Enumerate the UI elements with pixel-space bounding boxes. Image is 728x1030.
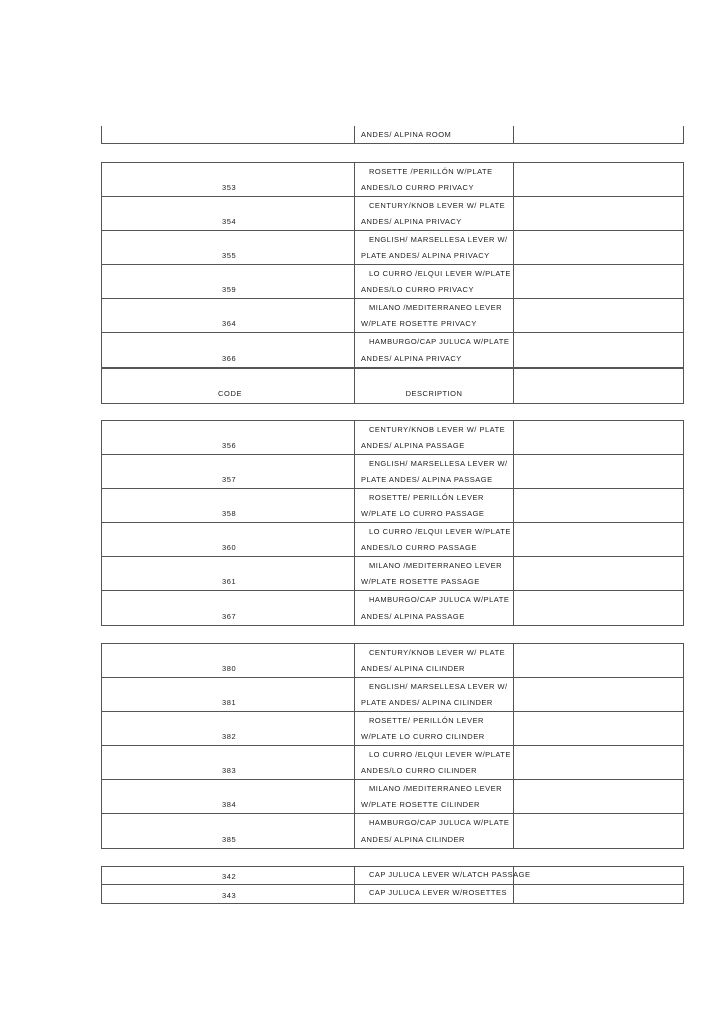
description-cell	[355, 885, 513, 903]
description-cell	[355, 644, 513, 677]
description-line-2: ANDES/ ALPINA PRIVACY	[361, 354, 462, 363]
product-code: 360	[222, 543, 237, 552]
empty-cell	[513, 746, 683, 779]
description-line-2: ANDES/ ALPINA PRIVACY	[361, 217, 462, 226]
table-row	[102, 746, 683, 780]
empty-cell	[513, 126, 683, 143]
description-cell	[355, 299, 513, 332]
description-cell	[355, 678, 513, 711]
empty-cell	[513, 489, 683, 522]
table-row	[102, 231, 683, 265]
code-cell	[102, 644, 355, 677]
table-row	[102, 197, 683, 231]
product-code: 380	[222, 664, 237, 673]
description-cell	[355, 265, 513, 298]
product-code: 382	[222, 732, 237, 741]
empty-cell	[513, 644, 683, 677]
code-cell	[102, 591, 355, 625]
product-code: 366	[222, 354, 237, 363]
description-cell	[355, 867, 531, 884]
description-line-1: CAP JULUCA LEVER W/ROSETTES	[369, 888, 507, 897]
description-line-2: W/PLATE ROSETTE CILINDER	[361, 800, 480, 809]
code-cell	[102, 557, 355, 590]
description-line-1: CAP JULUCA LEVER W/LATCH PASSAGE	[369, 870, 531, 879]
empty-cell	[513, 591, 683, 625]
empty-cell	[513, 265, 683, 298]
empty-cell	[513, 557, 683, 590]
description-line-1: ENGLISH/ MARSELLESA LEVER W/	[369, 235, 508, 244]
cilinder-table	[101, 643, 684, 849]
product-code: 381	[222, 698, 237, 707]
description-line-1: CENTURY/KNOB LEVER W/ PLATE	[369, 425, 506, 434]
table-row	[102, 780, 683, 814]
product-code: 359	[222, 285, 237, 294]
empty-cell	[513, 163, 683, 196]
description-line-2: PLATE ANDES/ ALPINA CILINDER	[361, 698, 493, 707]
code-cell	[102, 489, 355, 522]
table-row	[102, 644, 683, 678]
description-cell	[355, 489, 513, 522]
product-code: 385	[222, 835, 237, 844]
description-line-2: ANDES/LO CURRO PASSAGE	[361, 543, 477, 552]
description-line-1: ROSETTE /PERILLÓN W/PLATE	[369, 167, 493, 176]
table-row	[102, 867, 683, 885]
empty-cell	[513, 421, 683, 454]
description-line-1: LO CURRO /ELQUI LEVER W/PLATE	[369, 269, 511, 278]
product-code: 384	[222, 800, 237, 809]
product-code: 364	[222, 319, 237, 328]
description-line-2: ANDES/ ALPINA PASSAGE	[361, 441, 465, 450]
empty-cell	[513, 299, 683, 332]
description-cell	[355, 126, 513, 143]
description-line-2: W/PLATE LO CURRO PASSAGE	[361, 509, 485, 518]
description-header: DESCRIPTION	[405, 389, 463, 398]
product-code: 356	[222, 441, 237, 450]
description-text: ANDES/ ALPINA ROOM	[361, 130, 452, 139]
description-line-1: MILANO /MEDITERRANEO LEVER	[369, 561, 503, 570]
description-line-1: CENTURY/KNOB LEVER W/ PLATE	[369, 648, 506, 657]
description-cell	[355, 333, 513, 367]
description-cell	[355, 591, 513, 625]
code-cell	[102, 231, 355, 264]
description-line-1: MILANO /MEDITERRANEO LEVER	[369, 303, 503, 312]
code-cell	[102, 885, 355, 903]
description-line-1: ROSETTE/ PERILLÓN LEVER	[369, 716, 484, 725]
empty-cell	[513, 780, 683, 813]
table-row	[102, 163, 683, 197]
description-line-1: ENGLISH/ MARSELLESA LEVER W/	[369, 459, 508, 468]
table-fragment-top	[101, 126, 684, 144]
description-line-2: ANDES/ ALPINA CILINDER	[361, 835, 465, 844]
table-row	[102, 557, 683, 591]
code-cell	[102, 299, 355, 332]
code-cell	[102, 523, 355, 556]
product-code: 358	[222, 509, 237, 518]
empty-cell	[513, 523, 683, 556]
empty-cell	[513, 867, 683, 884]
table-row	[102, 885, 683, 903]
product-code: 361	[222, 577, 237, 586]
code-cell	[102, 421, 355, 454]
empty-cell	[513, 814, 683, 848]
code-cell	[102, 867, 355, 884]
description-cell	[355, 814, 513, 848]
description-line-2: ANDES/LO CURRO PRIVACY	[361, 183, 474, 192]
description-line-1: ROSETTE/ PERILLÓN LEVER	[369, 493, 484, 502]
product-code: 342	[222, 872, 237, 881]
table-row	[102, 455, 683, 489]
product-code: 355	[222, 251, 237, 260]
description-cell	[355, 712, 513, 745]
code-cell	[102, 163, 355, 196]
description-line-2: W/PLATE LO CURRO CILINDER	[361, 732, 485, 741]
product-code: 357	[222, 475, 237, 484]
empty-cell	[513, 678, 683, 711]
code-cell	[102, 126, 355, 143]
description-cell	[355, 523, 513, 556]
empty-cell	[513, 885, 683, 903]
empty-cell	[513, 231, 683, 264]
empty-cell	[513, 455, 683, 488]
table-row	[102, 712, 683, 746]
description-line-1: MILANO /MEDITERRANEO LEVER	[369, 784, 503, 793]
product-code: 367	[222, 612, 237, 621]
cap-juluca-table	[101, 866, 684, 904]
table-row	[102, 591, 683, 625]
empty-cell	[513, 197, 683, 230]
empty-cell	[513, 712, 683, 745]
description-line-1: LO CURRO /ELQUI LEVER W/PLATE	[369, 750, 511, 759]
table-row	[102, 523, 683, 557]
description-line-2: PLATE ANDES/ ALPINA PRIVACY	[361, 251, 490, 260]
description-line-2: ANDES/ ALPINA CILINDER	[361, 664, 465, 673]
description-line-1: LO CURRO /ELQUI LEVER W/PLATE	[369, 527, 511, 536]
code-cell	[102, 746, 355, 779]
description-cell	[355, 163, 513, 196]
code-cell	[102, 265, 355, 298]
description-line-2: ANDES/LO CURRO PRIVACY	[361, 285, 474, 294]
description-line-1: HAMBURGO/CAP JULUCA W/PLATE	[369, 337, 510, 346]
description-line-2: PLATE ANDES/ ALPINA PASSAGE	[361, 475, 493, 484]
table-row	[102, 421, 683, 455]
code-cell	[102, 712, 355, 745]
description-line-1: HAMBURGO/CAP JULUCA W/PLATE	[369, 595, 510, 604]
description-line-1: ENGLISH/ MARSELLESA LEVER W/	[369, 682, 508, 691]
description-cell	[355, 557, 513, 590]
code-cell	[102, 197, 355, 230]
product-code: 383	[222, 766, 237, 775]
product-code: 343	[222, 891, 237, 900]
description-line-1: HAMBURGO/CAP JULUCA W/PLATE	[369, 818, 510, 827]
description-line-2: W/PLATE ROSETTE PASSAGE	[361, 577, 480, 586]
description-line-2: ANDES/ ALPINA PASSAGE	[361, 612, 465, 621]
code-cell	[102, 678, 355, 711]
table-row	[102, 678, 683, 712]
table-row	[102, 265, 683, 299]
code-cell	[102, 814, 355, 848]
code-header: CODE	[218, 389, 243, 398]
table-row	[102, 489, 683, 523]
header-table	[101, 368, 684, 404]
passage-table	[101, 420, 684, 626]
table-row	[102, 814, 683, 848]
empty-cell	[513, 333, 683, 367]
table-row	[102, 299, 683, 333]
header-row	[102, 369, 683, 403]
description-cell	[355, 455, 513, 488]
description-cell	[355, 421, 513, 454]
description-line-2: ANDES/LO CURRO CILINDER	[361, 766, 478, 775]
description-cell	[355, 780, 513, 813]
code-cell	[102, 333, 355, 367]
product-code: 354	[222, 217, 237, 226]
code-cell	[102, 780, 355, 813]
table-row	[102, 333, 683, 367]
description-cell	[355, 197, 513, 230]
description-line-2: W/PLATE ROSETTE PRIVACY	[361, 319, 477, 328]
description-cell	[355, 231, 513, 264]
privacy-table	[101, 162, 684, 368]
product-code: 353	[222, 183, 237, 192]
description-cell	[355, 746, 513, 779]
code-cell	[102, 455, 355, 488]
description-line-1: CENTURY/KNOB LEVER W/ PLATE	[369, 201, 506, 210]
